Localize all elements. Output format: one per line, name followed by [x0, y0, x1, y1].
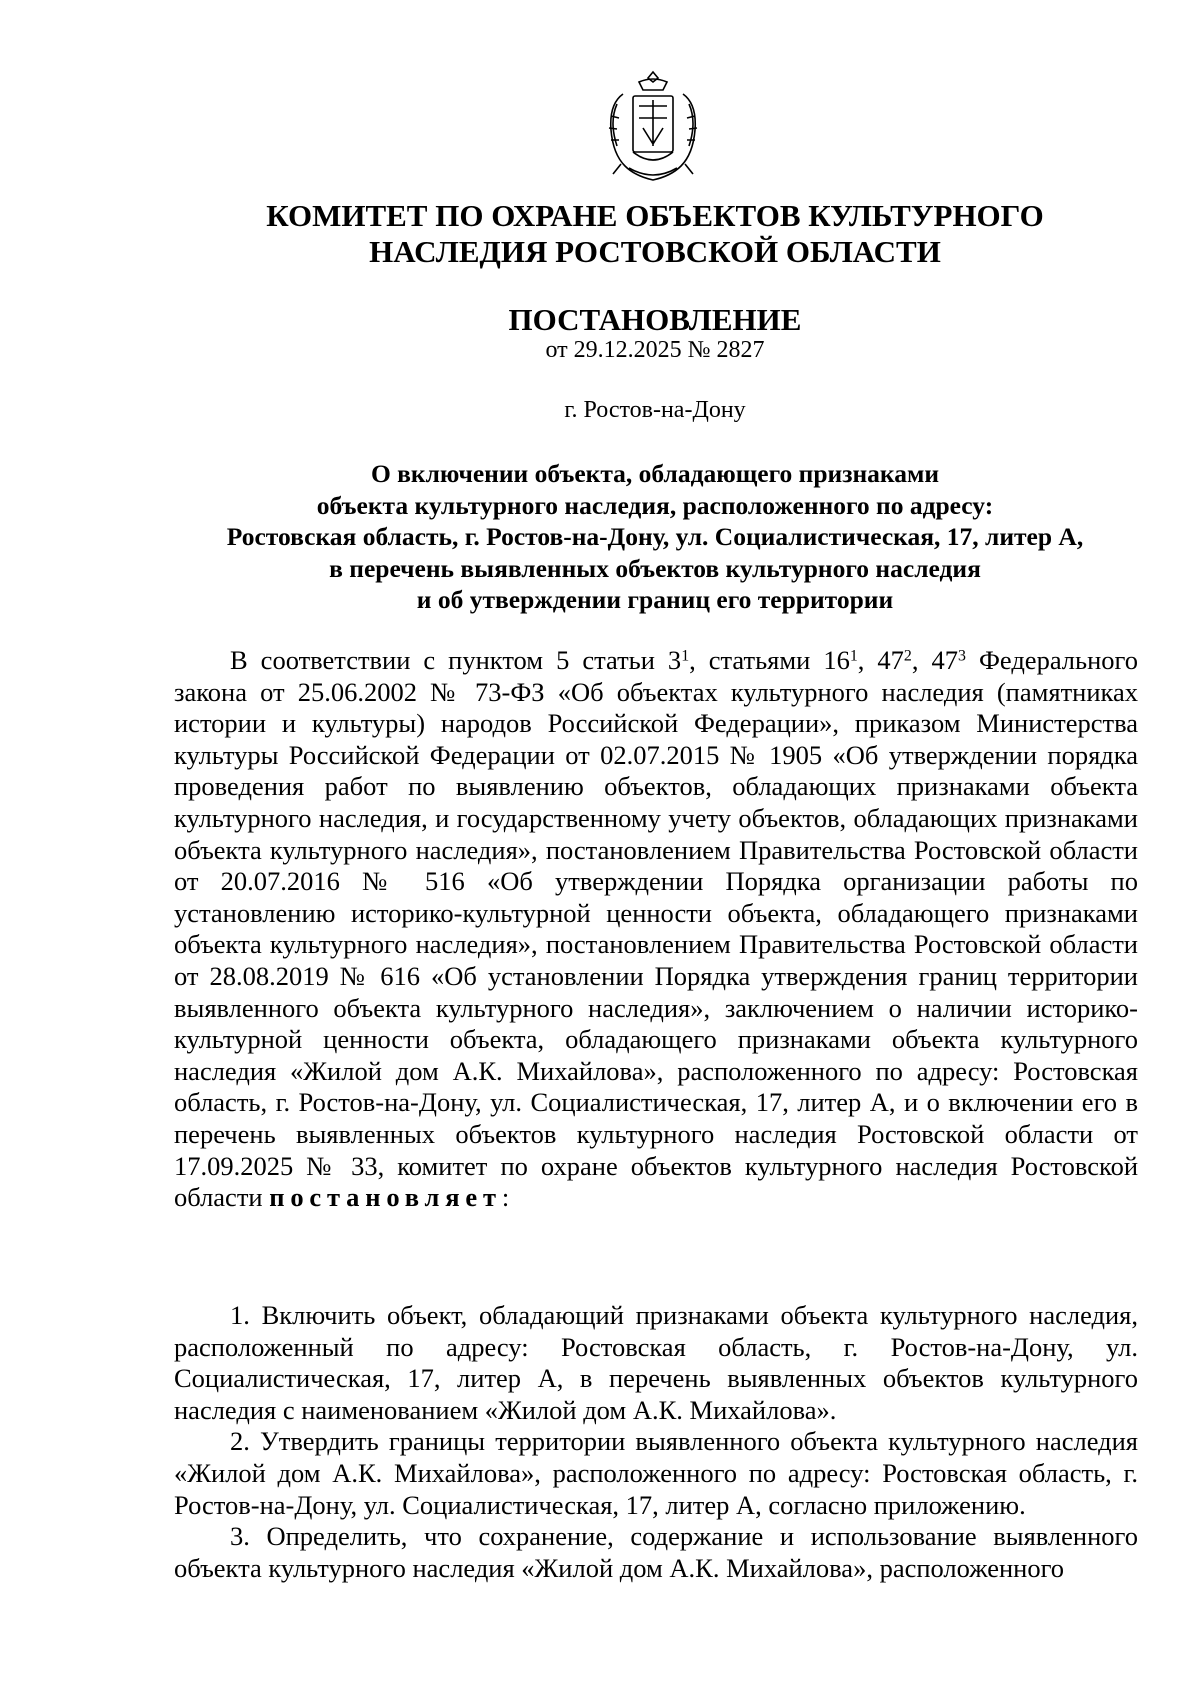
organization-name — [150, 198, 1160, 270]
org-line-2: НАСЛЕДИЯ РОСТОВСКОЙ ОБЛАСТИ — [369, 234, 941, 269]
resolution-item-1: 1. Включить объект, обладающий признаками объекта культурного наследия, расположенный по адресу: Ростовская область, г. Ростов-на-Дону, ул. Социалистическая, 17, литер А, в перечень выявленных объектов культурного наследия с наименованием «Жилой дом А.К. Михайлова». — [174, 1300, 1138, 1425]
preamble-paragraph: В соответствии с пунктом 5 статьи $3^1$, статьями $16^1$, $47^2$, $47^3$ Федерального закона от 25.06.2002 № 73-ФЗ «Об объектах культурного наследия (памятниках истории и культуры) народов Российской Федерации», приказом Министерства культуры Российской Федерации от 02.07.2015 № 1905 «Об утверждении порядка проведения работ по выявлению объектов, обладающих признаками объекта культурного наследия, и государственному учету объектов, обладающих признаками объекта культурного наследия», постановлением Правительства Ростовской области от 20.07.2016 № 516 «Об утверждении Порядка организации работы по установлению историко-культурной ценности объекта, обладающего признаками объекта культурного наследия», постановлением Правительства Ростовской области от 28.08.2019 № 616 «Об установлении Порядка утверждения границ территории выявленного объекта культурного наследия», заключением о наличии историко-культурной ценности объекта, обладающего признаками объекта культурного наследия «Жилой дом А.К. Михайлова», расположенного по адресу: Ростовская область, г. Ростов-на-Дону, ул. Социалистическая, 17, литер А, и о включении его в перечень выявленных объектов культурного наследия Ростовской области от 17.09.2025 № 33, комитет по охране объектов культурного наследия Ростовской области постановляет: — [174, 645, 1139, 1213]
resolution-items — [174, 1300, 1138, 1584]
document-subject — [150, 458, 1160, 616]
subject-line-5: и об утверждении границ его территории — [416, 585, 894, 614]
preamble — [174, 645, 1138, 1214]
subject-line-2: объекта культурного наследия, расположенного по адресу: — [316, 490, 994, 520]
coat-of-arms-icon — [599, 68, 707, 186]
city-line: г. Ростов-на-Дону — [564, 397, 746, 423]
document-type: ПОСТАНОВЛЕНИЕ — [508, 302, 802, 337]
subject-line-1: О включении объекта, обладающего признаками — [370, 459, 940, 488]
resolution-item-2: 2. Утвердить границы территории выявленного объекта культурного наследия «Жилой дом А.К. Михайлова», расположенного по адресу: Ростовская область, г. Ростов-на-Дону, ул. Социалистическая, 17, литер А, согласно приложению. — [174, 1426, 1138, 1520]
resolves-word: постановляет — [269, 1182, 502, 1213]
resolution-item-3: 3. Определить, что сохранение, содержание и использование выявленного объекта культурного наследия «Жилой дом А.К. Михайлова», расположенного — [174, 1521, 1138, 1583]
subject-line-3: Ростовская область, г. Ростов-на-Дону, ул. Социалистическая, 17, литер А, — [226, 522, 1084, 551]
subject-line-4: в перечень выявленных объектов культурного наследия — [329, 553, 981, 583]
document-number: от 29.12.2025 № 2827 — [545, 337, 765, 363]
org-line-1: КОМИТЕТ ПО ОХРАНЕ ОБЪЕКТОВ КУЛЬТУРНОГО — [266, 198, 1044, 233]
